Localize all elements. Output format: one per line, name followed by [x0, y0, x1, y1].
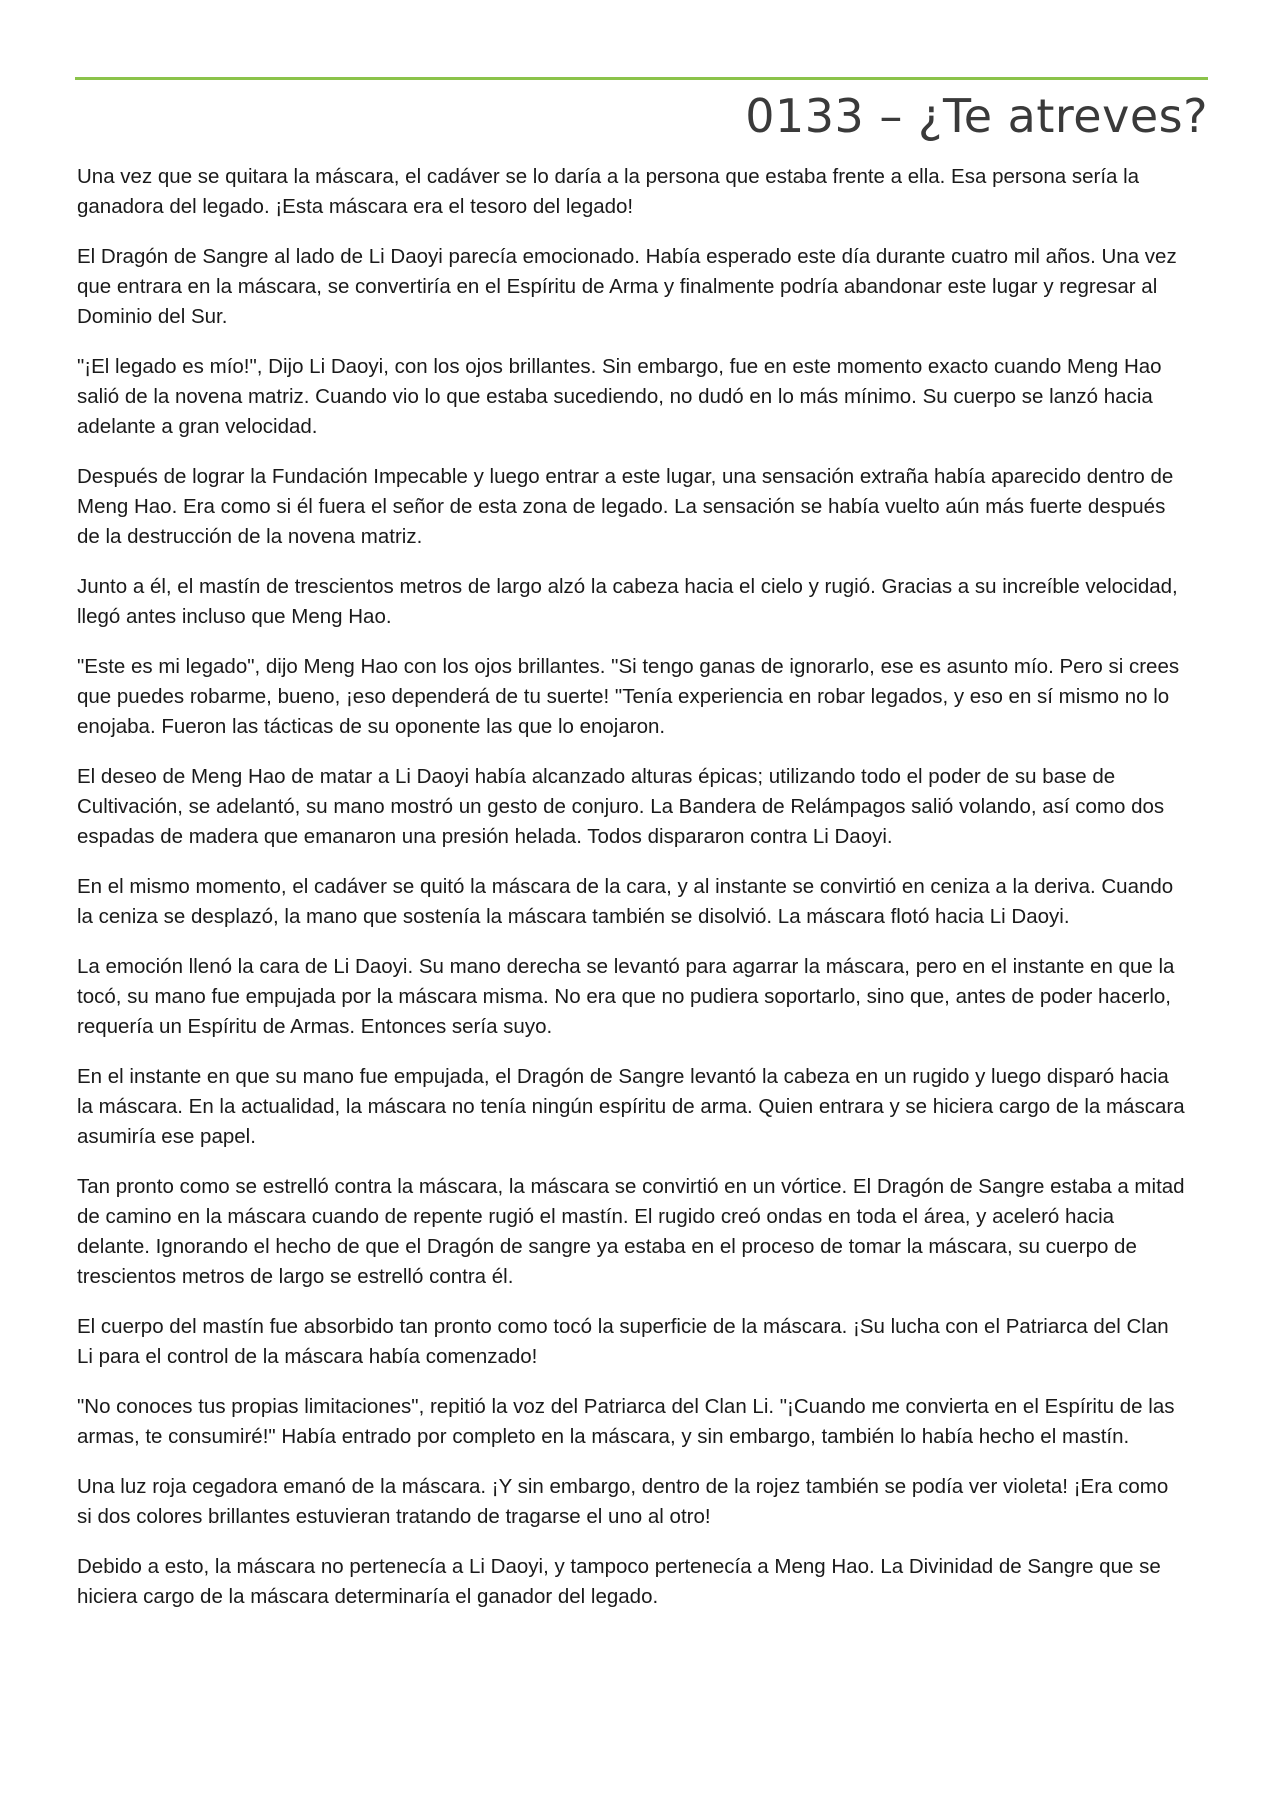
- paragraph: Después de lograr la Fundación Impecable y luego entrar a este lugar, una sensación extraña había aparecido dentro de Meng Hao. Era como si él fuera el señor de esta zona de legado. La sensación se había vuelto aún más fuerte después de la destrucción de la novena matriz.: [77, 465, 1174, 548]
- paragraph: En el mismo momento, el cadáver se quitó la máscara de la cara, y al instante se convirtió en ceniza a la deriva. Cuando la ceniza se desplazó, la mano que sostenía la máscara también se disolvió. La máscara flotó hacia Li Daoyi.: [77, 875, 1174, 928]
- header-rule: [75, 77, 1208, 80]
- paragraph: El deseo de Meng Hao de matar a Li Daoyi había alcanzado alturas épicas; utilizando todo el poder de su base de Cultivación, se adelantó, su mano mostró un gesto de conjuro. La Bandera de Relámpagos salió volando, así como dos espadas de madera que emanaron una presión helada. Todos dispararon contra Li Daoyi.: [77, 765, 1165, 848]
- body-text: [77, 162, 1185, 1632]
- paragraph: El Dragón de Sangre al lado de Li Daoyi parecía emocionado. Había esperado este día durante cuatro mil años. Una vez que entrara en la máscara, se convertiría en el Espíritu de Arma y finalmente podría abandonar este lugar y regresar al Dominio del Sur.: [77, 245, 1177, 328]
- paragraph: "¡El legado es mío!", Dijo Li Daoyi, con los ojos brillantes. Sin embargo, fue en este momento exacto cuando Meng Hao salió de la novena matriz. Cuando vio lo que estaba sucediendo, no dudó en lo más mínimo. Su cuerpo se lanzó hacia adelante a gran velocidad.: [77, 355, 1162, 438]
- paragraph: Una vez que se quitara la máscara, el cadáver se lo daría a la persona que estaba frente a ella. Esa persona sería la ganadora del legado. ¡Esta máscara era el tesoro del legado!: [77, 165, 1140, 218]
- paragraph: Junto a él, el mastín de trescientos metros de largo alzó la cabeza hacia el cielo y rugió. Gracias a su increíble velocidad, llegó antes incluso que Meng Hao.: [77, 575, 1178, 628]
- paragraph: "Este es mi legado", dijo Meng Hao con los ojos brillantes. "Si tengo ganas de ignorarlo, ese es asunto mío. Pero si crees que puedes robarme, bueno, ¡eso dependerá de tu suerte! "Tenía experiencia en robar legados, y eso en sí mismo no lo enojaba. Fueron las tácticas de su oponente las que lo enojaron.: [77, 655, 1180, 738]
- paragraph: El cuerpo del mastín fue absorbido tan pronto como tocó la superficie de la máscara. ¡Su lucha con el Patriarca del Clan Li para el control de la máscara había comenzado!: [77, 1315, 1169, 1368]
- paragraph: Tan pronto como se estrelló contra la máscara, la máscara se convirtió en un vórtice. El Dragón de Sangre estaba a mitad de camino en la máscara cuando de repente rugió el mastín. El rugido creó ondas en toda el área, y aceleró hacia delante. Ignorando el hecho de que el Dragón de sangre ya estaba en el proceso de tomar la máscara, su cuerpo de trescientos metros de largo se estrelló contra él.: [77, 1175, 1185, 1288]
- chapter-title: 0133 – ¿Te atreves?: [745, 89, 1208, 143]
- paragraph: Una luz roja cegadora emanó de la máscara. ¡Y sin embargo, dentro de la rojez también se podía ver violeta! ¡Era como si dos colores brillantes estuvieran tratando de tragarse el uno al otro!: [77, 1475, 1169, 1528]
- paragraph: Debido a esto, la máscara no pertenecía a Li Daoyi, y tampoco pertenecía a Meng Hao. La Divinidad de Sangre que se hiciera cargo de la máscara determinaría el ganador del legado.: [77, 1555, 1161, 1608]
- paragraph: "No conoces tus propias limitaciones", repitió la voz del Patriarca del Clan Li. "¡Cuando me convierta en el Espíritu de las armas, te consumiré!" Había entrado por completo en la máscara, y sin embargo, también lo había hecho el mastín.: [77, 1395, 1175, 1448]
- paragraph: La emoción llenó la cara de Li Daoyi. Su mano derecha se levantó para agarrar la máscara, pero en el instante en que la tocó, su mano fue empujada por la máscara misma. No era que no pudiera soportarlo, sino que, antes de poder hacerlo, requería un Espíritu de Armas. Entonces sería suyo.: [77, 955, 1175, 1038]
- paragraph: En el instante en que su mano fue empujada, el Dragón de Sangre levantó la cabeza en un rugido y luego disparó hacia la máscara. En la actualidad, la máscara no tenía ningún espíritu de arma. Quien entrara y se hiciera cargo de la máscara asumiría ese papel.: [77, 1065, 1185, 1148]
